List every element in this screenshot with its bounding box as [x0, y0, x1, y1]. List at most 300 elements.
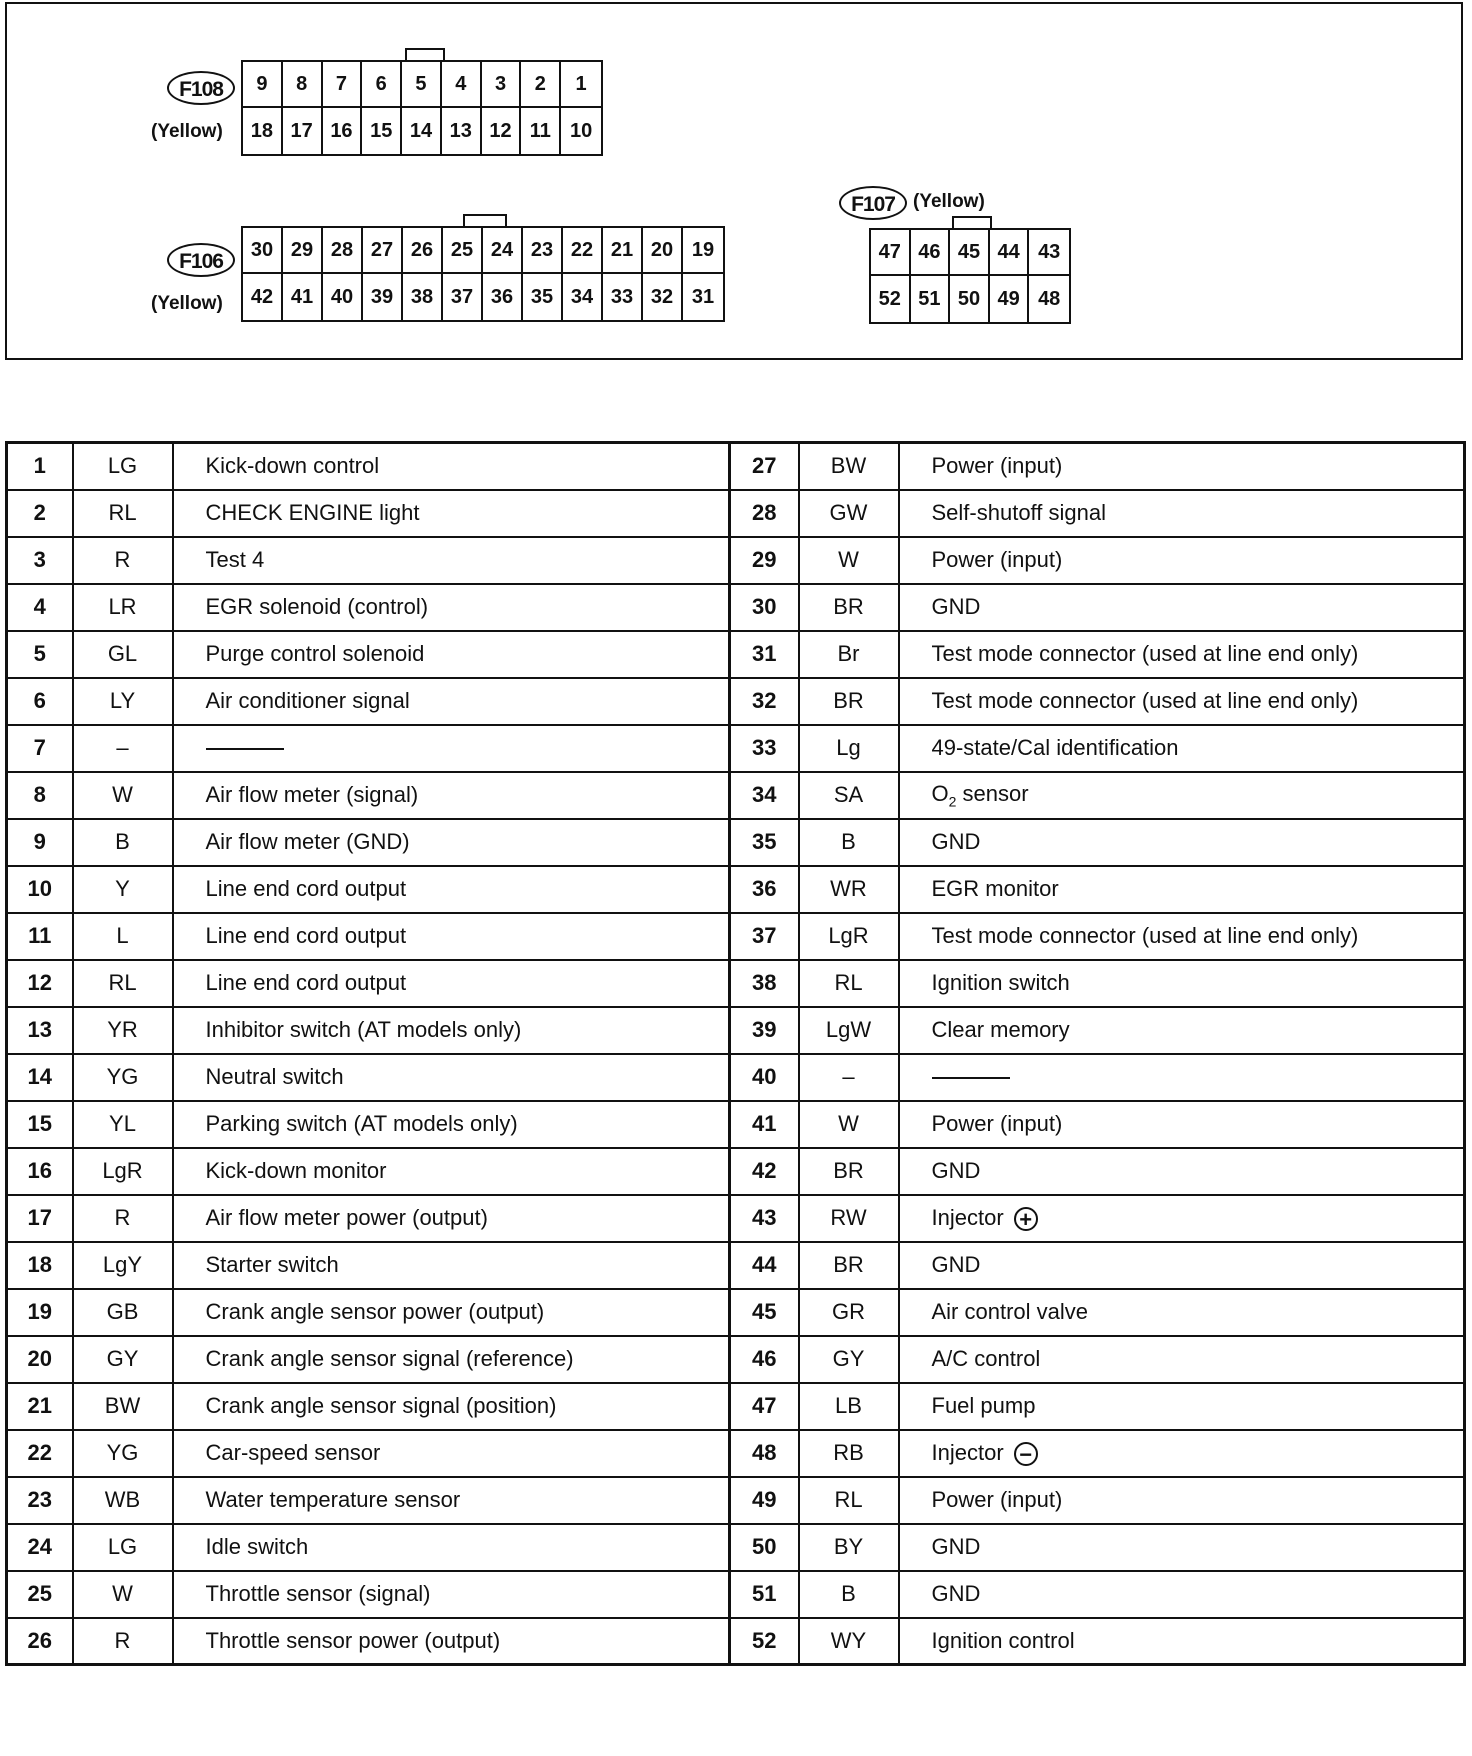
pin-number: 29 — [730, 537, 799, 584]
pin-function — [173, 1289, 730, 1336]
pin-number: 11 — [7, 913, 73, 960]
pin-function-text: Test mode connector (used at line end only) — [931, 641, 1359, 666]
table-row — [7, 725, 1465, 772]
pin-number: 20 — [7, 1336, 73, 1383]
pin-function-text: Test 4 — [205, 547, 265, 572]
connector-pin: 51 — [911, 276, 951, 322]
pin-number: 28 — [730, 490, 799, 537]
table-row — [7, 1336, 1465, 1383]
wire-color: W — [799, 537, 899, 584]
table-row — [7, 678, 1465, 725]
pin-number: 37 — [730, 913, 799, 960]
table-row — [7, 1477, 1465, 1524]
pin-function-text: Purge control solenoid — [205, 641, 425, 666]
pin-function-text: Inhibitor switch (AT models only) — [205, 1017, 522, 1042]
pin-function — [173, 1148, 730, 1195]
pin-function-text: GND — [931, 1534, 981, 1559]
connector-pin: 42 — [243, 274, 283, 320]
wire-color: YG — [73, 1430, 173, 1477]
pin-number: 6 — [7, 678, 73, 725]
connector-pin: 52 — [871, 276, 911, 322]
connector-pin: 24 — [483, 228, 523, 274]
pin-function-text: Neutral switch — [205, 1064, 344, 1089]
table-row — [7, 1383, 1465, 1430]
pin-function-text: Injector — [931, 1439, 1004, 1465]
connector-pin: 2 — [521, 62, 561, 108]
pin-function — [173, 819, 730, 866]
connector-pin: 13 — [442, 108, 482, 154]
pin-function-table — [5, 441, 1466, 1666]
pin-function-text: CHECK ENGINE light — [205, 500, 420, 525]
pin-number: 7 — [7, 725, 73, 772]
pin-function-text: Throttle sensor power (output) — [205, 1627, 501, 1653]
pin-function — [173, 1477, 730, 1524]
pin-function — [899, 1242, 1465, 1289]
wire-color: GW — [799, 490, 899, 537]
pin-number: 36 — [730, 866, 799, 913]
pin-function — [899, 1289, 1465, 1336]
pin-function-text: Crank angle sensor signal (position) — [205, 1393, 557, 1418]
pin-number: 48 — [730, 1430, 799, 1477]
connector-pin: 19 — [683, 228, 723, 274]
pin-function — [173, 490, 730, 537]
pin-function — [899, 1007, 1465, 1054]
wire-color: RL — [73, 490, 173, 537]
pin-function — [899, 725, 1465, 772]
table-row — [7, 1289, 1465, 1336]
wire-color: L — [73, 913, 173, 960]
pin-function-text: EGR solenoid (control) — [205, 594, 429, 619]
pin-function — [173, 772, 730, 819]
pin-number: 33 — [730, 725, 799, 772]
table-row — [7, 1430, 1465, 1477]
wire-color: – — [799, 1054, 899, 1101]
pin-function-text: Power (input) — [931, 1487, 1063, 1512]
connector-pin: 41 — [283, 274, 323, 320]
connector-pin: 18 — [243, 108, 283, 154]
connector-pin: 28 — [323, 228, 363, 274]
pin-number: 46 — [730, 1336, 799, 1383]
pin-number: 1 — [7, 443, 73, 490]
pin-function — [899, 1101, 1465, 1148]
pin-number: 3 — [7, 537, 73, 584]
pin-function — [173, 443, 730, 490]
table-row — [7, 584, 1465, 631]
pin-function-text: Ignition switch — [931, 970, 1070, 995]
wire-color: BR — [799, 584, 899, 631]
connector-pin: 12 — [482, 108, 522, 154]
wire-color: BR — [799, 1148, 899, 1195]
connector-pin: 32 — [643, 274, 683, 320]
wire-color: LgY — [73, 1242, 173, 1289]
connector-pin: 36 — [483, 274, 523, 320]
pin-function-text: GND — [931, 1252, 981, 1277]
pin-function-text: Test mode connector (used at line end only) — [931, 688, 1359, 713]
pin-number: 42 — [730, 1148, 799, 1195]
pin-function — [899, 1524, 1465, 1571]
wire-color: BR — [799, 678, 899, 725]
connector-color-label: (Yellow) — [151, 121, 223, 142]
wire-color: GB — [73, 1289, 173, 1336]
pin-function-text: Power (input) — [931, 547, 1063, 572]
pin-function — [173, 537, 730, 584]
wire-color: B — [73, 819, 173, 866]
wire-color: GY — [799, 1336, 899, 1383]
pin-function-text: Power (input) — [931, 453, 1063, 479]
table-row — [7, 1054, 1465, 1101]
connector-pin: 35 — [523, 274, 563, 320]
connector-color-label: (Yellow) — [913, 191, 985, 212]
pin-number: 43 — [730, 1195, 799, 1242]
wire-color: YG — [73, 1054, 173, 1101]
connector-pin: 39 — [363, 274, 403, 320]
pin-number: 41 — [730, 1101, 799, 1148]
table-row — [7, 772, 1465, 819]
pin-function — [899, 490, 1465, 537]
pin-function-text: Car-speed sensor — [205, 1440, 381, 1465]
pin-function — [899, 631, 1465, 678]
connector-pin: 47 — [871, 230, 911, 276]
table-row — [7, 1242, 1465, 1289]
pin-number: 49 — [730, 1477, 799, 1524]
connector-pin: 50 — [950, 276, 990, 322]
connector-pin: 30 — [243, 228, 283, 274]
pin-function — [899, 960, 1465, 1007]
table-row — [7, 1101, 1465, 1148]
pin-function-text: Crank angle sensor signal (reference) — [205, 1346, 574, 1371]
pin-number: 45 — [730, 1289, 799, 1336]
connector-pin: 22 — [563, 228, 603, 274]
pin-number: 23 — [7, 1477, 73, 1524]
connector-pin: 11 — [521, 108, 561, 154]
wire-color: B — [799, 819, 899, 866]
pin-function-text: Air conditioner signal — [205, 688, 410, 713]
pin-number: 4 — [7, 584, 73, 631]
pin-number: 32 — [730, 678, 799, 725]
pin-function — [899, 1148, 1465, 1195]
pin-function-text: GND — [931, 594, 981, 619]
pin-function — [173, 584, 730, 631]
plus-circle-icon: + — [1014, 1207, 1038, 1231]
pin-function — [173, 913, 730, 960]
pin-function — [173, 678, 730, 725]
connector-pin: 17 — [283, 108, 323, 154]
pin-number: 15 — [7, 1101, 73, 1148]
wire-color: B — [799, 1571, 899, 1618]
wire-color: RL — [799, 1477, 899, 1524]
pin-function-text: Power (input) — [931, 1111, 1063, 1136]
pin-grid — [241, 226, 725, 322]
pin-number: 39 — [730, 1007, 799, 1054]
pin-function — [173, 631, 730, 678]
wire-color: RW — [799, 1195, 899, 1242]
pin-function-text: Starter switch — [205, 1252, 339, 1277]
pin-number: 16 — [7, 1148, 73, 1195]
table-row — [7, 866, 1465, 913]
wire-color: BR — [799, 1242, 899, 1289]
table-row — [7, 960, 1465, 1007]
pin-function-text: Line end cord output — [205, 876, 407, 901]
wire-color: BY — [799, 1524, 899, 1571]
wire-color: LG — [73, 443, 173, 490]
connector-pin: 45 — [950, 230, 990, 276]
pin-function-text: Line end cord output — [205, 923, 407, 948]
pin-number: 25 — [7, 1571, 73, 1618]
unused-dash — [206, 748, 284, 750]
pin-grid — [241, 60, 603, 156]
pin-function — [173, 1524, 730, 1571]
connector-key — [405, 48, 445, 60]
pin-number: 17 — [7, 1195, 73, 1242]
pin-number: 18 — [7, 1242, 73, 1289]
pin-function — [899, 1618, 1465, 1665]
pin-number: 2 — [7, 490, 73, 537]
pin-function — [899, 1430, 1465, 1477]
pin-function — [173, 1618, 730, 1665]
wire-color: R — [73, 537, 173, 584]
connector-id-badge: F107 — [839, 186, 907, 220]
connector-pin: 43 — [1029, 230, 1069, 276]
pin-function — [173, 1336, 730, 1383]
pin-function — [173, 1007, 730, 1054]
pin-grid — [869, 228, 1071, 324]
pin-function — [899, 678, 1465, 725]
wire-color: – — [73, 725, 173, 772]
pin-function-text: EGR monitor — [931, 876, 1059, 901]
wire-color: WR — [799, 866, 899, 913]
pin-function-text: Air flow meter power (output) — [205, 1205, 488, 1230]
pin-number: 38 — [730, 960, 799, 1007]
pin-function — [173, 1430, 730, 1477]
connector-pin: 23 — [523, 228, 563, 274]
connector-pin: 7 — [323, 62, 363, 108]
pin-number: 50 — [730, 1524, 799, 1571]
wire-color: YL — [73, 1101, 173, 1148]
wire-color: W — [73, 1571, 173, 1618]
pin-number: 40 — [730, 1054, 799, 1101]
wire-color: BW — [799, 443, 899, 490]
wire-color: W — [799, 1101, 899, 1148]
pin-function — [899, 1195, 1465, 1242]
pin-number: 21 — [7, 1383, 73, 1430]
connector-pin: 38 — [403, 274, 443, 320]
table-row — [7, 1571, 1465, 1618]
pin-function-text: GND — [931, 1581, 981, 1606]
pin-function — [899, 1383, 1465, 1430]
connector-diagram — [5, 2, 1463, 360]
pin-function-text: Kick-down control — [205, 453, 380, 479]
wire-color: R — [73, 1195, 173, 1242]
connector-key — [952, 216, 992, 228]
wire-color: RL — [799, 960, 899, 1007]
wire-color: LY — [73, 678, 173, 725]
pin-function-text: GND — [931, 1158, 981, 1183]
wire-color: BW — [73, 1383, 173, 1430]
pin-function — [173, 1101, 730, 1148]
pin-function — [899, 819, 1465, 866]
pin-function-text: Crank angle sensor power (output) — [205, 1299, 545, 1324]
pin-function-text: Kick-down monitor — [205, 1158, 387, 1183]
pin-function — [173, 1054, 730, 1101]
pin-function-text: Ignition control — [931, 1627, 1075, 1653]
table-row — [7, 1195, 1465, 1242]
table-row — [7, 913, 1465, 960]
table-row — [7, 443, 1465, 490]
pin-number: 9 — [7, 819, 73, 866]
wire-color: RB — [799, 1430, 899, 1477]
wire-color: Lg — [799, 725, 899, 772]
pin-number: 52 — [730, 1618, 799, 1665]
wire-color: YR — [73, 1007, 173, 1054]
pin-function — [173, 866, 730, 913]
pin-number: 13 — [7, 1007, 73, 1054]
pin-number: 24 — [7, 1524, 73, 1571]
connector-pin: 20 — [643, 228, 683, 274]
pin-number: 8 — [7, 772, 73, 819]
pin-number: 5 — [7, 631, 73, 678]
table-row — [7, 1524, 1465, 1571]
connector-pin: 37 — [443, 274, 483, 320]
wire-color: LR — [73, 584, 173, 631]
connector-pin: 10 — [569, 119, 593, 142]
connector-pin: 16 — [323, 108, 363, 154]
pin-number: 51 — [730, 1571, 799, 1618]
wire-color: WB — [73, 1477, 173, 1524]
connector-id-badge: F108 — [167, 71, 235, 105]
minus-circle-icon: − — [1014, 1442, 1038, 1466]
connector-pin: 6 — [362, 62, 402, 108]
wire-color: LB — [799, 1383, 899, 1430]
wire-color: GL — [73, 631, 173, 678]
pin-function-text: Air flow meter (GND) — [205, 829, 410, 854]
pin-function-text: Line end cord output — [205, 970, 407, 995]
connector-pin: 29 — [283, 228, 323, 274]
pin-function — [173, 1242, 730, 1289]
connector-pin: 46 — [911, 230, 951, 276]
pin-number: 47 — [730, 1383, 799, 1430]
pin-function — [899, 443, 1465, 490]
pin-number: 31 — [730, 631, 799, 678]
pin-function — [899, 1054, 1465, 1101]
wire-color: LgR — [799, 913, 899, 960]
wire-color: SA — [799, 772, 899, 819]
connector-pin: 44 — [990, 230, 1030, 276]
connector-pin: 3 — [482, 62, 522, 108]
connector-pin: 49 — [990, 276, 1030, 322]
pin-function — [899, 772, 1465, 819]
table-row — [7, 537, 1465, 584]
wire-color: LgR — [73, 1148, 173, 1195]
pin-function — [899, 866, 1465, 913]
wire-color: LG — [73, 1524, 173, 1571]
wire-color: W — [73, 772, 173, 819]
pin-number: 34 — [730, 772, 799, 819]
pin-function-text: $O_2$ sensor — [931, 780, 1029, 810]
wire-color: Br — [799, 631, 899, 678]
connector-pin: 1 — [561, 62, 601, 108]
connector-pin: 4 — [442, 62, 482, 108]
pin-function-text: GND — [931, 829, 981, 854]
pin-number: 26 — [7, 1618, 73, 1665]
pin-function — [899, 537, 1465, 584]
pin-function — [899, 1571, 1465, 1618]
table-row — [7, 819, 1465, 866]
pin-function-text: Water temperature sensor — [205, 1487, 461, 1512]
pin-function — [899, 1477, 1465, 1524]
pin-function-text: A/C control — [931, 1346, 1041, 1371]
pin-function-text: Self-shutoff signal — [931, 500, 1106, 525]
unused-dash — [932, 1077, 1010, 1079]
connector-pin: 25 — [443, 228, 483, 274]
pin-number: 10 — [7, 866, 73, 913]
pin-number: 14 — [7, 1054, 73, 1101]
connector-color-label: (Yellow) — [151, 293, 223, 314]
pin-number: 19 — [7, 1289, 73, 1336]
table-row — [7, 490, 1465, 537]
connector-key — [463, 214, 507, 226]
pin-function — [899, 584, 1465, 631]
pin-function — [899, 1336, 1465, 1383]
pin-function — [173, 1383, 730, 1430]
connector-pin: 48 — [1038, 287, 1061, 310]
table-row — [7, 1007, 1465, 1054]
connector-pin: 27 — [363, 228, 403, 274]
pin-function — [173, 1571, 730, 1618]
wire-color: R — [73, 1618, 173, 1665]
wire-color: LgW — [799, 1007, 899, 1054]
wire-color: WY — [799, 1618, 899, 1665]
pin-number: 44 — [730, 1242, 799, 1289]
pin-function-text: Idle switch — [205, 1534, 309, 1559]
pin-function-text: Throttle sensor (signal) — [205, 1581, 431, 1606]
connector-pin: 15 — [362, 108, 402, 154]
wire-color: GR — [799, 1289, 899, 1336]
pin-function-text: Parking switch (AT models only) — [205, 1111, 518, 1136]
pin-function-text: Clear memory — [931, 1017, 1070, 1042]
pin-function-text: Air control valve — [931, 1299, 1089, 1324]
connector-pin: 9 — [243, 62, 283, 108]
connector-pin: 5 — [402, 62, 442, 108]
pin-function-text: 49-state/Cal identification — [931, 735, 1179, 760]
connector-id-badge: F106 — [167, 243, 235, 277]
pin-function — [173, 960, 730, 1007]
connector-pin: 34 — [563, 274, 603, 320]
pin-function-text: Test mode connector (used at line end only) — [931, 923, 1359, 948]
pin-function-text: Fuel pump — [931, 1393, 1036, 1418]
pin-number: 27 — [730, 443, 799, 490]
pin-function-text: Air flow meter (signal) — [205, 782, 419, 807]
connector-pin: 21 — [603, 228, 643, 274]
pin-function — [899, 913, 1465, 960]
wire-color: RL — [73, 960, 173, 1007]
pin-number: 22 — [7, 1430, 73, 1477]
connector-pin: 14 — [402, 108, 442, 154]
pin-function — [173, 725, 730, 772]
table-row — [7, 1618, 1465, 1665]
connector-pin: 8 — [283, 62, 323, 108]
connector-pin: 26 — [403, 228, 443, 274]
pin-number: 35 — [730, 819, 799, 866]
table-row — [7, 631, 1465, 678]
wire-color: Y — [73, 866, 173, 913]
connector-pin: 33 — [603, 274, 643, 320]
pin-function-text: Injector — [931, 1204, 1004, 1230]
pin-function — [173, 1195, 730, 1242]
connector-pin: 40 — [323, 274, 363, 320]
pin-number: 12 — [7, 960, 73, 1007]
wire-color: GY — [73, 1336, 173, 1383]
connector-pin: 31 — [691, 285, 715, 308]
